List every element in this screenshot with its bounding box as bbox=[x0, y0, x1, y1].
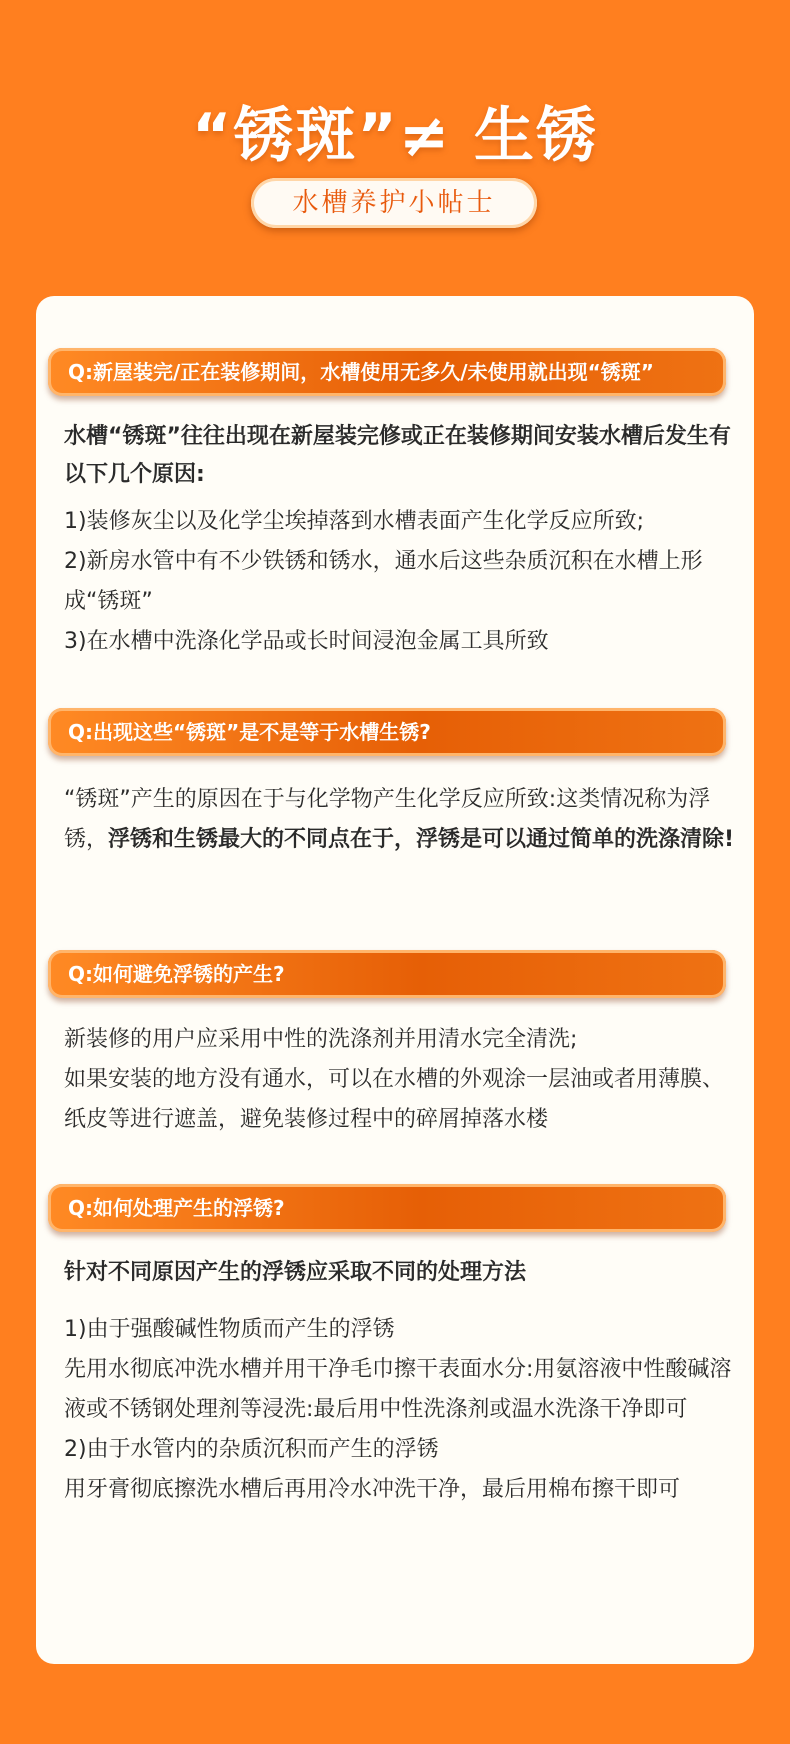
page-title: “锈斑”≠ 生锈 bbox=[191, 101, 599, 171]
question-bar-4: Q:如何处理产生的浮锈? bbox=[48, 1184, 726, 1232]
list-item: 新装修的用户应采用中性的洗涤剂并用清水完全清洗; bbox=[64, 1027, 578, 1052]
list-item: 如果安装的地方没有通水，可以在水槽的外观涂一层油或者用薄膜、纸皮等进行遮盖，避免装修过程中的碎屑掉落水楼 bbox=[64, 1067, 725, 1132]
section-4-body bbox=[64, 1310, 744, 1510]
section-1-lead: 水槽“锈斑”往往出现在新屋装完修或正在装修期间安装水槽后发生有以下几个原因: bbox=[64, 424, 731, 487]
section-4-lead: 针对不同原因产生的浮锈应采取不同的处理方法 bbox=[64, 1260, 527, 1285]
list-item: 2)由于水管内的杂质沉积而产生的浮锈 bbox=[64, 1437, 439, 1462]
subtitle-badge: 水槽养护小帖士 bbox=[251, 178, 537, 228]
list-item: 3)在水槽中洗涤化学品或长时间浸泡金属工具所致 bbox=[64, 629, 549, 654]
list-item: 1)由于强酸碱性物质而产生的浮锈 bbox=[64, 1317, 395, 1342]
section-2-highlight: 浮锈和生锈最大的不同点在于，浮锈是可以通过简单的洗涤清除! bbox=[108, 827, 735, 852]
section-3-body bbox=[64, 1020, 744, 1140]
question-bar-1: Q:新屋装完/正在装修期间，水槽使用无多久/未使用就出现“锈斑” bbox=[48, 348, 726, 396]
content-card bbox=[36, 296, 754, 1664]
section-1-body bbox=[64, 502, 744, 662]
list-item: 先用水彻底冲洗水槽并用干净毛巾擦干表面水分:用氨溶液中性酸碱溶液或不锈钢处理剂等浸洗:最后用中性洗涤剂或温水洗涤干净即可 bbox=[64, 1357, 732, 1422]
section-2-body bbox=[64, 780, 744, 860]
list-item: 2)新房水管中有不少铁锈和锈水，通水后这些杂质沉积在水槽上形成“锈斑” bbox=[64, 549, 703, 614]
question-bar-3: Q:如何避免浮锈的产生? bbox=[48, 950, 726, 998]
list-item: 1)装修灰尘以及化学尘埃掉落到水槽表面产生化学反应所致; bbox=[64, 509, 644, 534]
list-item: 用牙膏彻底擦洗水槽后再用冷水冲洗干净，最后用棉布擦干即可 bbox=[64, 1477, 681, 1502]
question-bar-2: Q:出现这些“锈斑”是不是等于水槽生锈? bbox=[48, 708, 726, 756]
section-2-text: “锈斑”产生的原因在于与化学物产生化学反应所致:这类情况称为浮锈， bbox=[64, 787, 711, 852]
